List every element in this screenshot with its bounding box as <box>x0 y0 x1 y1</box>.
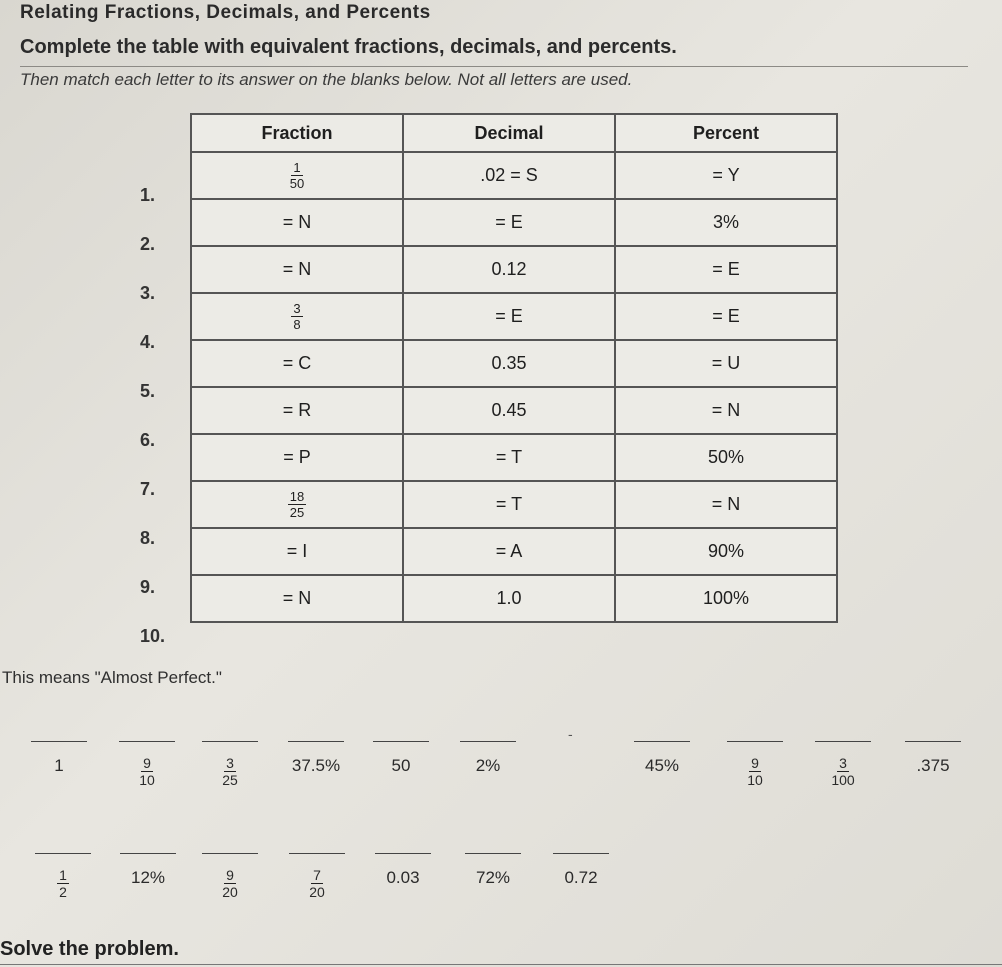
answer-blank <box>26 853 100 898</box>
answer-blank <box>896 741 970 786</box>
blank-line <box>202 741 258 742</box>
table-row <box>191 246 837 293</box>
bottom-rule <box>0 964 1002 965</box>
answer-blank <box>280 853 354 898</box>
decimal-cell: 1.0 <box>403 575 615 622</box>
decimal-cell: 0.45 <box>403 387 615 434</box>
blank-line <box>375 853 431 854</box>
answer-fraction: $\frac{9}{20}$ <box>222 867 238 900</box>
row-number: 4. <box>140 332 156 352</box>
fraction-cell: = R <box>191 387 403 434</box>
table-row <box>191 293 837 340</box>
table-row <box>191 152 837 199</box>
blank-line <box>465 853 521 854</box>
answer-value: 37.5% <box>291 756 341 775</box>
blank-line <box>35 853 91 854</box>
percent-cell: = N <box>615 387 837 434</box>
riddle-caption: This means "Almost Perfect." <box>2 668 222 687</box>
answer-value: 45% <box>644 756 680 775</box>
answer-blank <box>193 853 267 898</box>
percent-cell: = U <box>615 340 837 387</box>
blank-line <box>120 853 176 854</box>
percent-cell: = E <box>615 293 837 340</box>
decimal-cell: 0.12 <box>403 246 615 293</box>
blank-line <box>905 741 961 742</box>
table-row <box>191 528 837 575</box>
blank-line <box>373 741 429 742</box>
decimal-cell: = T <box>403 434 615 481</box>
row-number: 3. <box>140 283 156 303</box>
row-number: 2. <box>140 234 156 254</box>
blank-line <box>727 741 783 742</box>
row-number: 7. <box>140 479 156 499</box>
answer-fraction: $\frac{1}{2}$ <box>59 867 67 900</box>
table-row <box>191 575 837 622</box>
table-row <box>191 340 837 387</box>
equivalents-table <box>190 113 838 623</box>
answer-blank <box>279 741 353 786</box>
percent-cell: = N <box>615 481 837 528</box>
answer-value: 0.72 <box>564 868 598 887</box>
row-number: 5. <box>140 381 156 401</box>
fraction: $\frac{3}{8}$ <box>293 301 301 332</box>
fraction-cell: = N <box>191 575 403 622</box>
percent-cell: = E <box>615 246 837 293</box>
answer-fraction: $\frac{3}{25}$ <box>222 755 238 788</box>
blank-line <box>31 741 87 742</box>
blank-line <box>289 853 345 854</box>
answer-blank <box>364 741 438 786</box>
fraction: $\frac{1}{50}$ <box>289 160 305 191</box>
decimal-cell: = T <box>403 481 615 528</box>
percent-cell: 100% <box>615 575 837 622</box>
fraction-cell <box>191 293 403 340</box>
blank-line <box>634 741 690 742</box>
instruction-underline <box>20 66 968 67</box>
answer-blank <box>544 853 618 898</box>
answer-blank <box>22 741 96 786</box>
instruction-text: Complete the table with equivalent fractions, decimals, and percents. <box>20 36 677 58</box>
row-number: 9. <box>140 577 156 597</box>
answer-blank <box>193 741 267 786</box>
percent-cell: 3% <box>615 199 837 246</box>
answer-value: 0.03 <box>386 868 420 887</box>
table-row <box>191 434 837 481</box>
answer-value: 2% <box>475 756 501 775</box>
answer-blank <box>456 853 530 898</box>
blank-line <box>460 741 516 742</box>
answer-blank <box>110 741 184 786</box>
blank-line <box>202 853 258 854</box>
answer-value: 12% <box>130 868 166 887</box>
percent-cell: 90% <box>615 528 837 575</box>
answer-fraction: $\frac{9}{10}$ <box>139 755 155 788</box>
decimal-cell: = E <box>403 293 615 340</box>
fraction-cell: = I <box>191 528 403 575</box>
table-row <box>191 481 837 528</box>
answer-blank <box>806 741 880 786</box>
worksheet-title: Relating Fractions, Decimals, and Percents <box>20 2 431 23</box>
answer-value: 72% <box>475 868 511 887</box>
column-header-percent: Percent <box>615 114 837 152</box>
fraction-cell: = C <box>191 340 403 387</box>
fraction: $\frac{18}{25}$ <box>289 489 305 520</box>
row-number: 10. <box>140 626 166 646</box>
decimal-cell: .02 = S <box>403 152 615 199</box>
percent-cell: 50% <box>615 434 837 481</box>
answer-blank <box>718 741 792 786</box>
decimal-cell: = A <box>403 528 615 575</box>
fraction-cell: = P <box>191 434 403 481</box>
answer-blank <box>366 853 440 898</box>
fraction-cell: = N <box>191 199 403 246</box>
answer-value: 50 <box>391 756 411 775</box>
answer-blank <box>451 741 525 786</box>
row-number: 1. <box>140 185 156 205</box>
percent-cell: = Y <box>615 152 837 199</box>
row-number: 6. <box>140 430 156 450</box>
table-row <box>191 199 837 246</box>
blank-line <box>288 741 344 742</box>
sub-instruction-text: Then match each letter to its answer on the blanks below. Not all letters are used. <box>20 70 633 89</box>
blank-line <box>553 853 609 854</box>
answer-value: 1 <box>54 756 64 775</box>
decimal-cell: 0.35 <box>403 340 615 387</box>
row-number: 8. <box>140 528 156 548</box>
word-separator: - <box>568 726 573 742</box>
column-header-fraction: Fraction <box>191 114 403 152</box>
blank-line <box>815 741 871 742</box>
fraction-cell <box>191 481 403 528</box>
decimal-cell: = E <box>403 199 615 246</box>
answer-fraction: $\frac{9}{10}$ <box>747 755 763 788</box>
fraction-cell: = N <box>191 246 403 293</box>
fraction-cell <box>191 152 403 199</box>
answer-fraction: $\frac{3}{100}$ <box>831 755 855 788</box>
answer-blank <box>625 741 699 786</box>
answer-value: .375 <box>916 756 950 775</box>
table-header-row <box>191 114 837 152</box>
solve-prompt: Solve the problem. <box>0 938 179 960</box>
row-number-column <box>140 171 165 661</box>
blank-line <box>119 741 175 742</box>
table-row <box>191 387 837 434</box>
answer-fraction: $\frac{7}{20}$ <box>309 867 325 900</box>
answer-blank <box>111 853 185 898</box>
column-header-decimal: Decimal <box>403 114 615 152</box>
